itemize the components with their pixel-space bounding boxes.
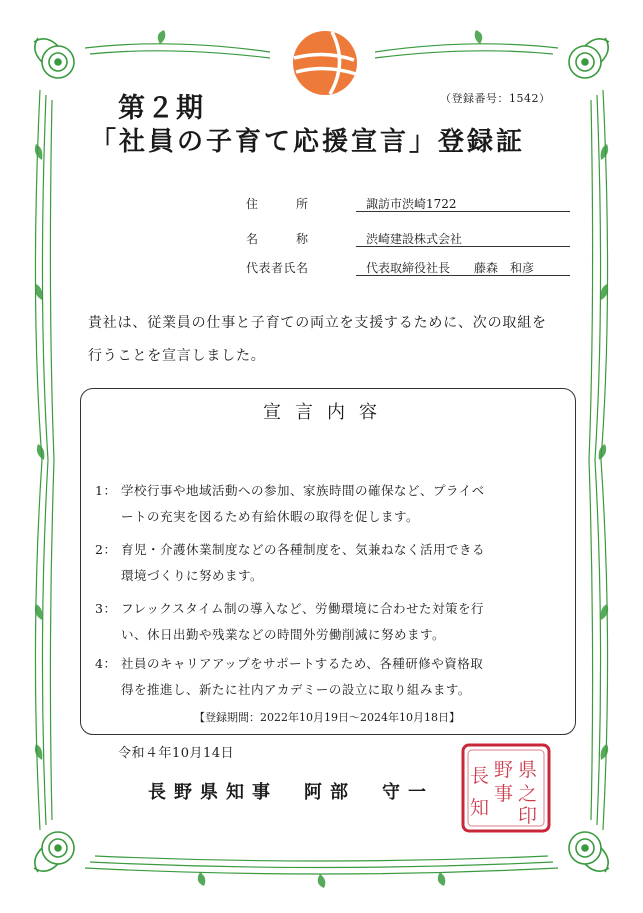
item-text-line1: 社員のキャリアアップをサポートするため、各種研修や資格取 bbox=[121, 656, 484, 671]
svg-text:知: 知 bbox=[470, 797, 490, 819]
address-underline bbox=[356, 211, 570, 212]
item-text-line2: い、休日出勤や残業などの時間外労働削減に努めます。 bbox=[121, 627, 446, 642]
company-name-value: 渋崎建設株式会社 bbox=[366, 232, 463, 246]
svg-text:野: 野 bbox=[494, 759, 514, 781]
company-name-underline bbox=[356, 246, 570, 247]
item-text-line2: ートの充実を図るため有給休暇の取得を促します。 bbox=[121, 509, 420, 524]
representative-label: 代表者氏名 bbox=[246, 261, 309, 275]
declaration-item-2 bbox=[95, 537, 565, 589]
svg-text:之: 之 bbox=[518, 783, 538, 805]
official-seal bbox=[460, 742, 552, 834]
item-text-line2: 得を推進し、新たに社内アカデミーの設立に取り組みます。 bbox=[121, 682, 471, 697]
period-title: 第２期 bbox=[118, 93, 205, 124]
item-text-line1: フレックスタイム制の導入など、労働環境に合わせた対策を行 bbox=[121, 601, 485, 616]
item-number: 4： bbox=[95, 656, 117, 671]
item-number: 1： bbox=[95, 483, 117, 498]
item-text-line2: 環境づくりに努めます。 bbox=[121, 568, 264, 583]
company-name-label: 名 称 bbox=[246, 232, 309, 246]
item-number: 3： bbox=[95, 601, 117, 616]
issue-date: 令和４年10月14日 bbox=[118, 746, 235, 761]
representative-title: 代表取締役社長 bbox=[366, 261, 451, 275]
address-label: 住 所 bbox=[246, 197, 309, 211]
representative-name: 藤森 和彦 bbox=[474, 261, 535, 275]
program-logo bbox=[292, 30, 358, 96]
declaration-item-1 bbox=[95, 478, 565, 530]
svg-text:事: 事 bbox=[494, 783, 514, 805]
svg-text:県: 県 bbox=[518, 759, 538, 781]
intro-line-1: 貴社は、従業員の仕事と子育ての両立を支援するために、次の取組を bbox=[88, 315, 547, 331]
item-text-line1: 育児・介護休業制度などの各種制度を、気兼ねなく活用できる bbox=[121, 542, 486, 557]
registration-number: （登録番号：1542） bbox=[440, 92, 551, 105]
intro-line-2: 行うことを宣言しました。 bbox=[88, 348, 266, 364]
svg-text:長: 長 bbox=[470, 765, 490, 787]
declaration-heading: 宣言内容 bbox=[263, 402, 391, 423]
certificate-title: 「社員の子育て応援宣言」登録証 bbox=[90, 127, 526, 157]
registration-period: 【登録期間：2022年10月19日〜2024年10月18日】 bbox=[194, 711, 460, 724]
address-value: 諏訪市渋崎1722 bbox=[366, 197, 457, 211]
item-number: 2： bbox=[95, 542, 117, 557]
svg-text:印: 印 bbox=[518, 805, 538, 827]
governor-signature-line: 長野県知事 阿部 守一 bbox=[148, 782, 434, 803]
declaration-item-4 bbox=[95, 651, 565, 703]
item-text-line1: 学校行事や地域活動への参加、家族時間の確保など、プライベ bbox=[121, 483, 485, 498]
declaration-item-3 bbox=[95, 596, 565, 648]
representative-underline bbox=[356, 275, 570, 276]
